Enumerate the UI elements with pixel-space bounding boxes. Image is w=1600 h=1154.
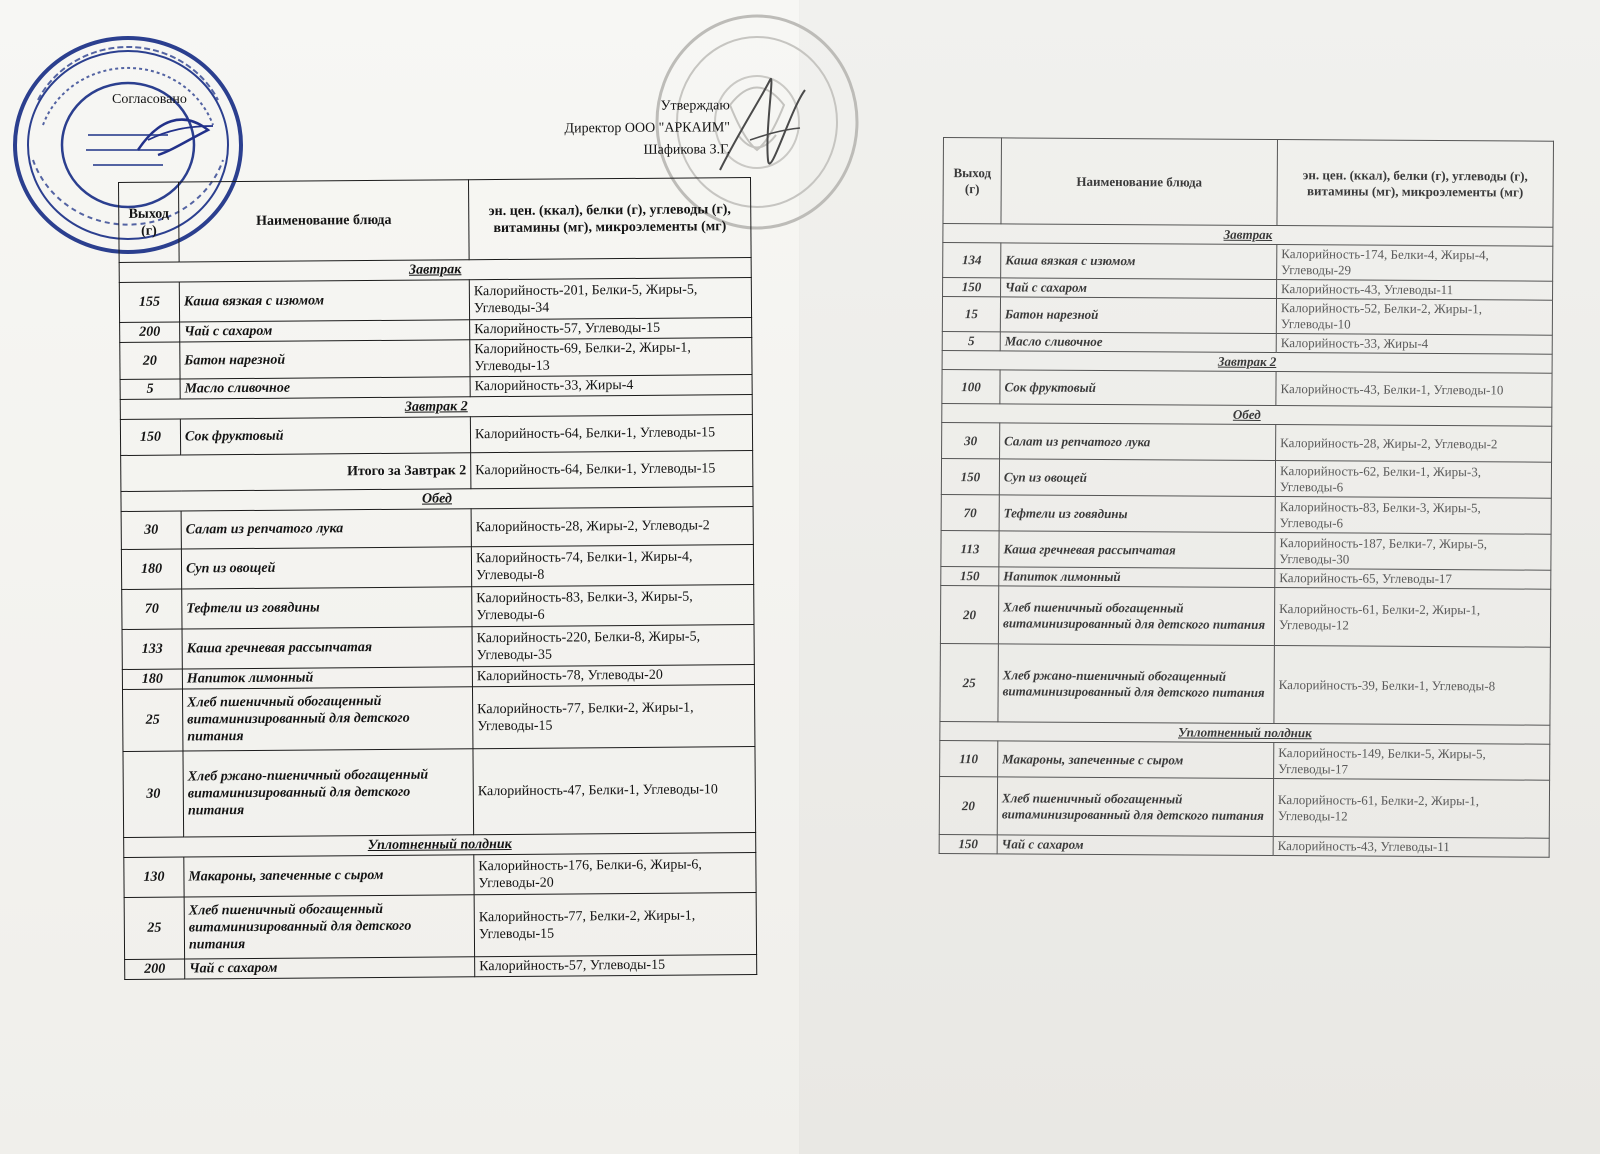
nutrition-cell: Калорийность-149, Белки-5, Жиры-5, Углеводы-17 bbox=[1274, 743, 1550, 781]
section-title: Обед bbox=[942, 403, 1552, 426]
yield-cell: 133 bbox=[122, 629, 182, 669]
yield-cell: 20 bbox=[939, 776, 997, 834]
dish-cell: Сок фруктовый bbox=[1000, 370, 1276, 406]
table-row bbox=[942, 369, 1552, 407]
table-row bbox=[939, 776, 1549, 838]
col-nutrition: эн. цен. (ккал), белки (г), углеводы (г), витамины (мг), микроэлементы (мг) bbox=[468, 178, 751, 260]
approval-block bbox=[520, 95, 730, 162]
yield-cell: 25 bbox=[940, 643, 998, 721]
yield-cell: 5 bbox=[942, 331, 1000, 350]
dish-cell: Суп из овощей bbox=[999, 459, 1275, 497]
nutrition-cell: Калорийность-83, Белки-3, Жиры-5, Углеводы-6 bbox=[1275, 497, 1551, 535]
table-row bbox=[125, 955, 757, 980]
dish-cell: Сок фруктовый bbox=[180, 417, 470, 455]
nutrition-cell: Калорийность-174, Белки-4, Жиры-4, Углеводы-29 bbox=[1277, 245, 1553, 282]
dish-cell: Хлеб пшеничный обогащенный витаминизированный для детского питания bbox=[184, 895, 474, 959]
nutrition-cell: Калорийность-52, Белки-2, Жиры-1, Углеводы-10 bbox=[1276, 299, 1552, 336]
yield-cell: 130 bbox=[124, 857, 184, 897]
nutrition-cell: Калорийность-201, Белки-5, Жиры-5, Углеводы-34 bbox=[469, 278, 751, 320]
nutrition-cell: Калорийность-33, Жиры-4 bbox=[1276, 334, 1552, 355]
nutrition-cell: Калорийность-176, Белки-6, Жиры-6, Углеводы-20 bbox=[474, 853, 756, 895]
col-yield: Выход (г) bbox=[943, 138, 1002, 224]
dish-cell: Салат из репчатого лука bbox=[1000, 423, 1276, 461]
nutrition-cell: Калорийность-28, Жиры-2, Углеводы-2 bbox=[1276, 425, 1552, 463]
dish-cell: Чай с сахаром bbox=[997, 835, 1273, 856]
dish-cell: Каша гречневая рассыпчатая bbox=[182, 627, 472, 669]
table-row bbox=[124, 853, 756, 898]
col-dish: Наименование блюда bbox=[1001, 138, 1278, 226]
nutrition-cell: Калорийность-69, Белки-2, Жиры-1, Углеводы-13 bbox=[470, 338, 752, 377]
nutrition-cell: Калорийность-77, Белки-2, Жиры-1, Углеводы-15 bbox=[474, 893, 756, 957]
dish-cell: Тефтели из говядины bbox=[182, 587, 472, 629]
dish-cell: Масло сливочное bbox=[1000, 332, 1276, 353]
yield-cell: 25 bbox=[122, 689, 182, 751]
menu-table-left bbox=[118, 177, 757, 980]
table-row bbox=[940, 740, 1550, 780]
nutrition-cell: Калорийность-43, Белки-1, Углеводы-10 bbox=[1276, 372, 1552, 408]
dish-cell: Напиток лимонный bbox=[999, 567, 1275, 588]
dish-cell: Суп из овощей bbox=[181, 547, 471, 589]
yield-cell: 15 bbox=[942, 297, 1000, 332]
dish-cell: Хлеб пшеничный обогащенный витаминизированный для детского питания bbox=[182, 687, 472, 751]
yield-cell: 150 bbox=[939, 834, 997, 853]
nutrition-cell: Калорийность-64, Белки-1, Углеводы-15 bbox=[470, 415, 752, 453]
dish-cell: Батон нарезной bbox=[1000, 297, 1276, 334]
nutrition-cell: Калорийность-43, Углеводы-11 bbox=[1273, 837, 1549, 858]
table-row bbox=[121, 545, 753, 590]
yield-cell: 25 bbox=[124, 897, 184, 959]
section-title: Завтрак 2 bbox=[942, 350, 1552, 373]
nutrition-cell: Калорийность-83, Белки-3, Жиры-5, Углеводы-6 bbox=[472, 585, 754, 627]
table-row bbox=[942, 422, 1552, 462]
table-row bbox=[122, 585, 754, 630]
total-row bbox=[121, 451, 753, 492]
table-row bbox=[942, 297, 1552, 336]
section-title: Уплотненный полдник bbox=[124, 833, 756, 858]
yield-cell: 100 bbox=[942, 369, 1000, 403]
table-row bbox=[120, 415, 752, 456]
nutrition-cell: Калорийность-65, Углеводы-17 bbox=[1275, 569, 1551, 590]
dish-cell: Салат из репчатого лука bbox=[181, 509, 471, 549]
nutrition-cell: Калорийность-61, Белки-2, Жиры-1, Углеводы-12 bbox=[1273, 779, 1549, 839]
nutrition-cell: Калорийность-61, Белки-2, Жиры-1, Углеводы-12 bbox=[1274, 588, 1550, 648]
table-row bbox=[122, 625, 754, 670]
dish-cell: Каша вязкая с изюмом bbox=[1001, 243, 1277, 280]
table-row bbox=[941, 494, 1551, 534]
dish-cell: Каша вязкая с изюмом bbox=[179, 280, 469, 322]
dish-cell: Чай с сахаром bbox=[1001, 278, 1277, 299]
approve-label: Утверждаю bbox=[660, 98, 730, 114]
table-row bbox=[941, 530, 1551, 570]
table-row bbox=[121, 507, 753, 550]
dish-cell: Макароны, запеченные с сыром bbox=[998, 741, 1274, 779]
yield-cell: 30 bbox=[121, 511, 181, 549]
table-row bbox=[120, 338, 752, 380]
yield-cell: 150 bbox=[941, 458, 999, 494]
yield-cell: 200 bbox=[125, 959, 185, 979]
dish-cell: Хлеб ржано-пшеничный обогащенный витаминизированный для детского питания bbox=[183, 749, 474, 837]
yield-cell: 180 bbox=[121, 549, 181, 589]
section-title: Завтрак bbox=[119, 258, 751, 283]
table-row bbox=[940, 643, 1550, 725]
col-dish: Наименование блюда bbox=[179, 180, 470, 262]
dish-cell: Макароны, запеченные с сыром bbox=[184, 855, 474, 897]
table-row bbox=[939, 834, 1549, 857]
nutrition-cell: Калорийность-77, Белки-2, Жиры-1, Углеводы-15 bbox=[472, 685, 754, 749]
yield-cell: 70 bbox=[122, 589, 182, 629]
table-row bbox=[122, 685, 754, 752]
yield-cell: 30 bbox=[942, 422, 1000, 458]
yield-cell: 150 bbox=[120, 419, 180, 455]
section-title: Завтрак bbox=[943, 224, 1553, 247]
yield-cell: 70 bbox=[941, 494, 999, 530]
section-title: Уплотненный полдник bbox=[940, 721, 1550, 744]
total-value: Калорийность-64, Белки-1, Углеводы-15 bbox=[471, 451, 753, 489]
dish-cell: Чай с сахаром bbox=[185, 957, 475, 979]
table-row bbox=[943, 243, 1553, 282]
section-title: Обед bbox=[121, 487, 753, 512]
section-title: Завтрак 2 bbox=[120, 395, 752, 420]
dish-cell: Хлеб ржано-пшеничный обогащенный витаминизированный для детского питания bbox=[998, 644, 1274, 724]
dish-cell: Каша гречневая рассыпчатая bbox=[999, 531, 1275, 569]
director-title: Директор ООО "АРКАИМ" bbox=[564, 120, 731, 137]
dish-cell: Батон нарезной bbox=[180, 340, 470, 379]
nutrition-cell: Калорийность-43, Углеводы-11 bbox=[1277, 280, 1553, 301]
nutrition-cell: Калорийность-33, Жиры-4 bbox=[470, 375, 752, 397]
table-row bbox=[941, 458, 1551, 498]
yield-cell: 5 bbox=[120, 379, 180, 399]
col-nutrition: эн. цен. (ккал), белки (г), углеводы (г), витамины (мг), микроэлементы (мг) bbox=[1277, 140, 1554, 228]
total-label: Итого за Завтрак 2 bbox=[121, 453, 471, 492]
nutrition-cell: Калорийность-74, Белки-1, Жиры-4, Углеводы-8 bbox=[471, 545, 753, 587]
dish-cell: Чай с сахаром bbox=[180, 320, 470, 342]
table-row bbox=[940, 585, 1550, 647]
nutrition-cell: Калорийность-39, Белки-1, Углеводы-8 bbox=[1274, 646, 1550, 726]
nutrition-cell: Калорийность-57, Углеводы-15 bbox=[475, 955, 757, 977]
table-row bbox=[119, 278, 751, 323]
dish-cell: Хлеб пшеничный обогащенный витаминизированный для детского питания bbox=[997, 777, 1273, 837]
nutrition-cell: Калорийность-220, Белки-8, Жиры-5, Углеводы-35 bbox=[472, 625, 754, 667]
yield-cell: 155 bbox=[119, 282, 179, 322]
yield-cell: 134 bbox=[943, 243, 1001, 278]
nutrition-cell: Калорийность-187, Белки-7, Жиры-5, Углеводы-30 bbox=[1275, 533, 1551, 571]
table-row bbox=[124, 893, 756, 960]
yield-cell: 20 bbox=[940, 585, 998, 643]
menu-table-right bbox=[939, 137, 1554, 858]
nutrition-cell: Калорийность-57, Углеводы-15 bbox=[470, 318, 752, 340]
yield-cell: 110 bbox=[940, 740, 998, 776]
table-row bbox=[123, 747, 756, 838]
yield-cell: 200 bbox=[120, 322, 180, 342]
agreed-label: Согласовано bbox=[112, 92, 187, 107]
yield-cell: 30 bbox=[123, 751, 184, 837]
col-yield: Выход (г) bbox=[119, 182, 180, 262]
dish-cell: Хлеб пшеничный обогащенный витаминизированный для детского питания bbox=[998, 586, 1274, 646]
dish-cell: Масло сливочное bbox=[180, 377, 470, 399]
nutrition-cell: Калорийность-28, Жиры-2, Углеводы-2 bbox=[471, 507, 753, 547]
nutrition-cell: Калорийность-62, Белки-1, Жиры-3, Углеводы-6 bbox=[1275, 461, 1551, 499]
dish-cell: Тефтели из говядины bbox=[999, 495, 1275, 533]
yield-cell: 20 bbox=[120, 342, 180, 379]
yield-cell: 150 bbox=[943, 278, 1001, 297]
dish-cell: Напиток лимонный bbox=[182, 667, 472, 689]
nutrition-cell: Калорийность-47, Белки-1, Углеводы-10 bbox=[473, 747, 756, 835]
yield-cell: 113 bbox=[941, 530, 999, 566]
yield-cell: 180 bbox=[122, 669, 182, 689]
director-name: Шафикова З.Г. bbox=[643, 142, 731, 158]
yield-cell: 150 bbox=[941, 566, 999, 585]
nutrition-cell: Калорийность-78, Углеводы-20 bbox=[472, 665, 754, 687]
